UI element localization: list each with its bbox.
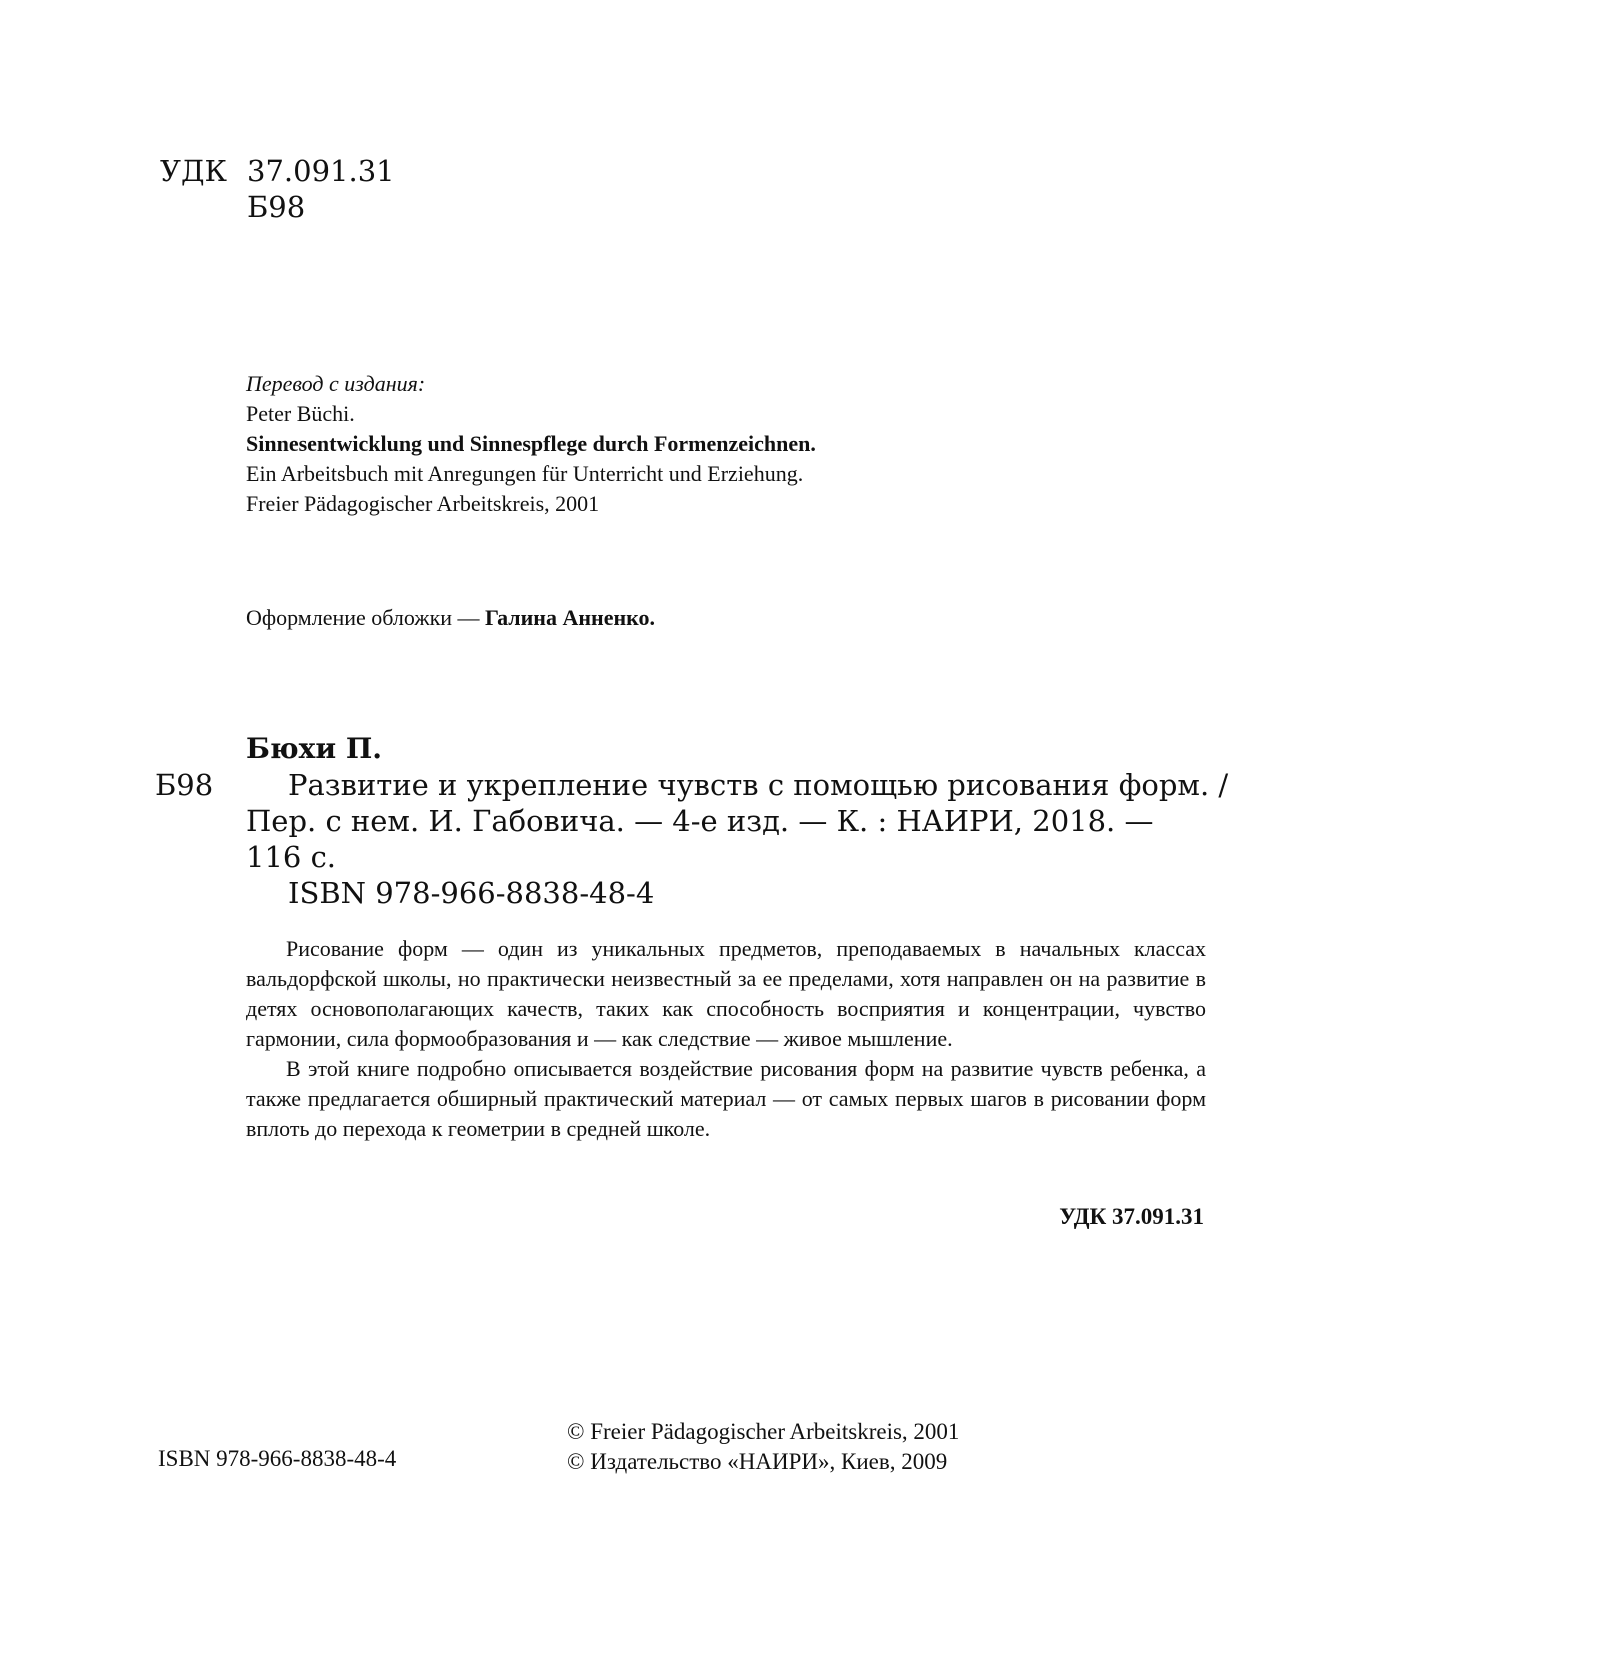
copyright-line: © Freier Pädagogischer Arbeitskreis, 2001 [567, 1419, 960, 1444]
cover-design-credit [246, 605, 655, 631]
annotation-paragraph: В этой книге подробно описывается воздействие рисования форм на развитие чувств ребенка, а также предлагается обширный практический материал — от самых первых шагов в рисовании форм вплоть до перехода к геометрии в средней школе. [246, 1056, 1206, 1141]
original-heading: Перевод с издания: [246, 371, 426, 396]
udk-label: УДК [160, 154, 227, 188]
annotation-paragraph: Рисование форм — один из уникальных предметов, преподаваемых в начальных классах вальдорфской школы, но практически неизвестный за ее пределами, хотя направлен он на развитие в детях основополагающих качеств, таких как способность восприятия и концентрации, чувство гармонии, сила формообразования и — как следствие — живое мышление. [246, 936, 1206, 1051]
cover-design-label: Оформление обложки — [246, 605, 480, 630]
bib-line: Пер. с нем. И. Габовича. — 4-е изд. — К. : НАИРИ, 2018. — [246, 804, 1154, 838]
bib-line: 116 с. [246, 840, 337, 874]
udk-header [160, 153, 395, 224]
footer-isbn: ISBN 978-966-8838-48-4 [158, 1446, 397, 1471]
copyright-block [567, 1417, 959, 1477]
cover-designer-name: Галина Анненко. [485, 605, 656, 630]
original-edition [246, 369, 816, 519]
bib-isbn: ISBN 978-966-8838-48-4 [288, 876, 655, 910]
bib-code: Б98 [155, 768, 214, 802]
copyright-line: © Издательство «НАИРИ», Киев, 2009 [567, 1449, 948, 1474]
original-title: Sinnesentwicklung und Sinnespflege durch Formenzeichnen. [246, 431, 816, 456]
annotation-udk: УДК 37.091.31 [1059, 1204, 1204, 1229]
annotation [246, 934, 1206, 1144]
original-publisher: Freier Pädagogischer Arbeitskreis, 2001 [246, 491, 600, 516]
bib-author: Бюхи П. [246, 732, 383, 765]
original-author: Peter Büchi. [246, 401, 355, 426]
original-subtitle: Ein Arbeitsbuch mit Anregungen für Unterricht und Erziehung. [246, 461, 804, 486]
bib-line: Развитие и укрепление чувств с помощью рисования форм. / [288, 768, 1229, 802]
udk-code: 37.091.31 [247, 154, 395, 188]
bbk-code: Б98 [247, 190, 306, 224]
